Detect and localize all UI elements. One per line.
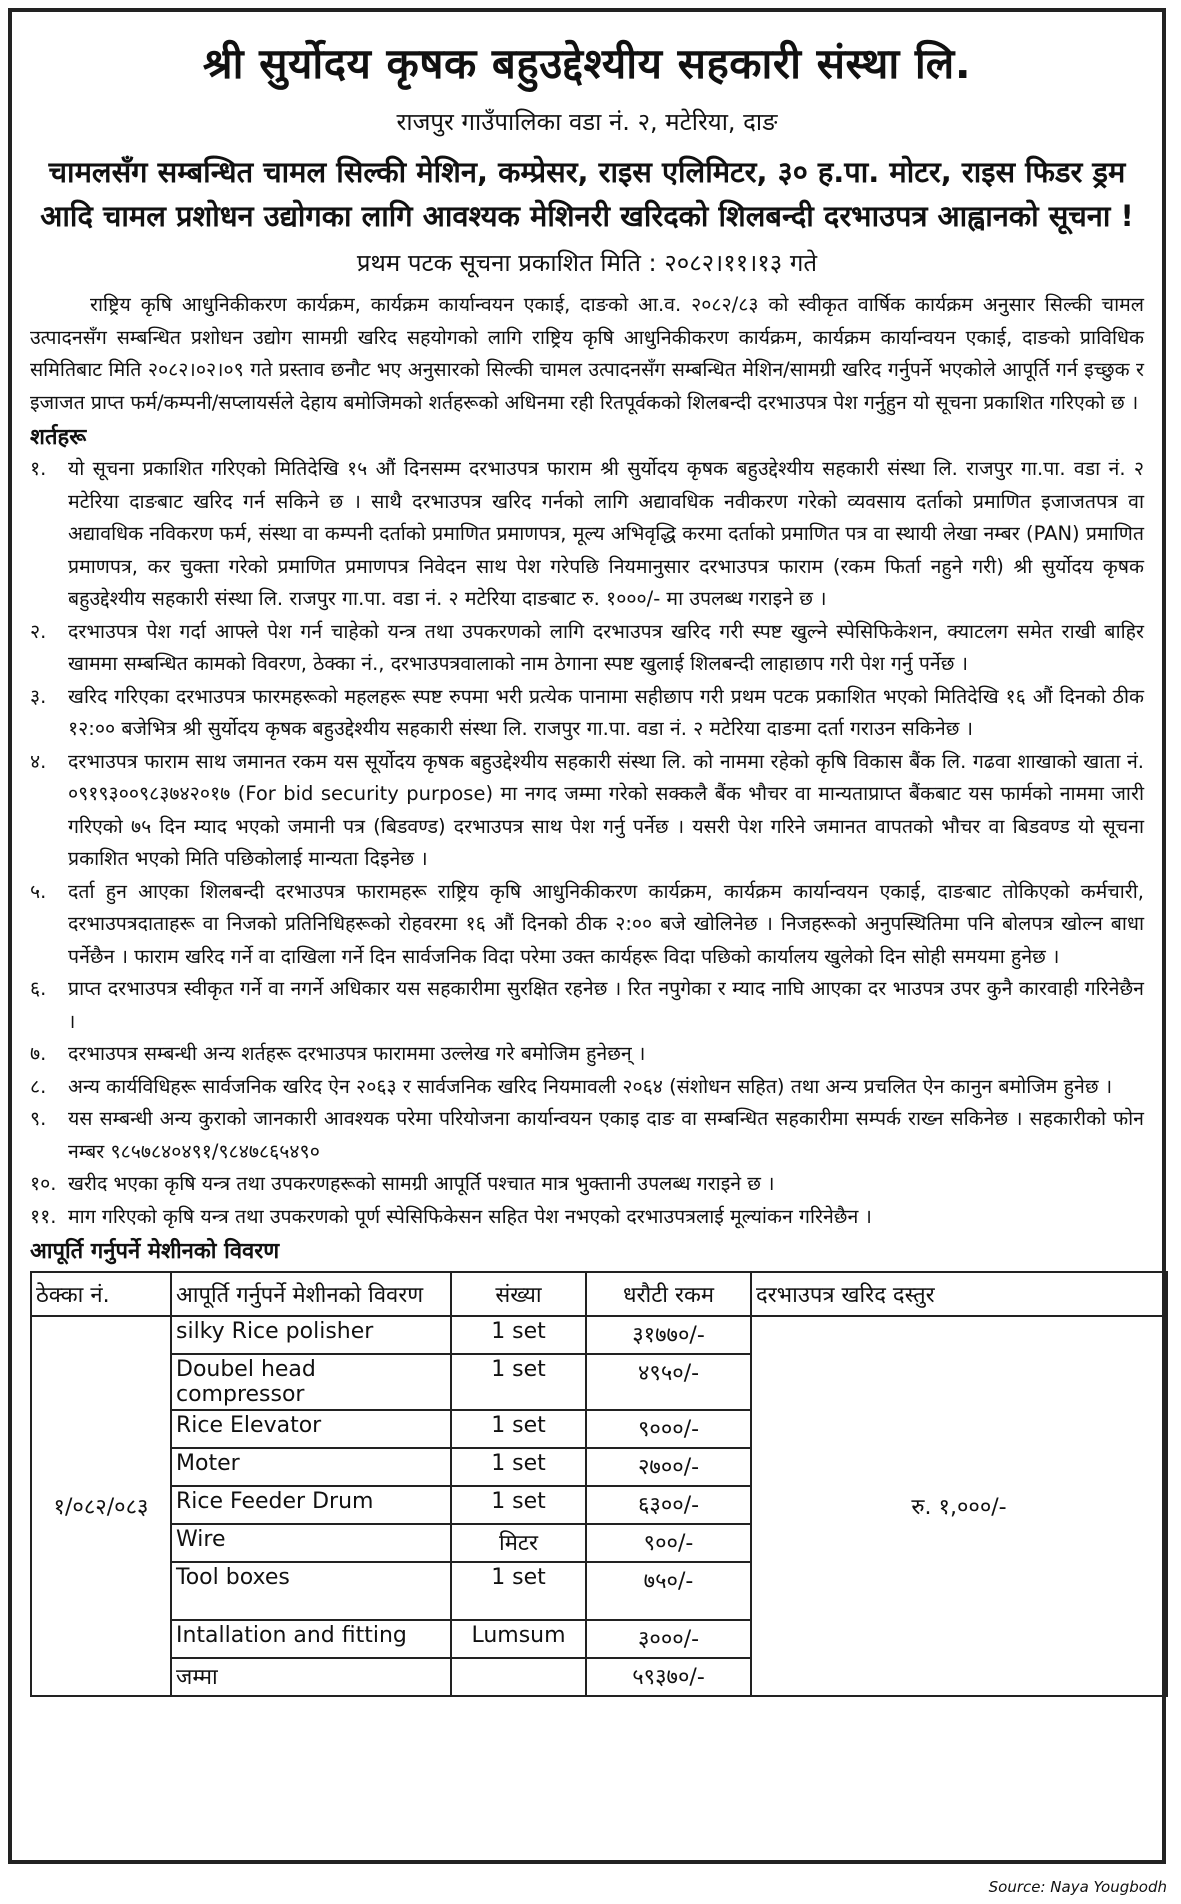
machine-table bbox=[30, 1271, 1168, 1697]
col-fee: दरभाउपत्र खरिद दस्तुर bbox=[751, 1272, 1167, 1316]
item-deposit: ९००/- bbox=[586, 1524, 751, 1562]
condition-number: २. bbox=[30, 619, 47, 643]
table-header-row bbox=[31, 1272, 1167, 1316]
item-description: Doubel head compressor bbox=[171, 1354, 451, 1410]
address: राजपुर गाउँपालिका वडा नं. २, मटेरिया, दाङ bbox=[396, 108, 778, 136]
table-heading: आपूर्ति गर्नुपर्ने मेशीनको विवरण bbox=[30, 1239, 280, 1264]
item-description: Rice Feeder Drum bbox=[171, 1486, 451, 1524]
condition-item bbox=[30, 453, 1144, 616]
condition-text: अन्य कार्यविधिहरू सार्वजनिक खरिद ऐन २०६३ र सार्वजनिक खरिद नियमावली २०६४ (संशोधन सहित) तथा अन्य प्रचलित ऐन कानुन बमोजिम हुनेछ । bbox=[68, 1074, 1113, 1098]
publication-date: प्रथम पटक सूचना प्रकाशित मिति : २०८२।११।१३ गते bbox=[356, 249, 818, 277]
bid-fee: रु. १,०००/- bbox=[751, 1316, 1167, 1696]
condition-item bbox=[30, 1103, 1144, 1168]
col-quantity: संख्या bbox=[451, 1272, 586, 1316]
table-row bbox=[31, 1316, 1167, 1354]
condition-number: ६. bbox=[30, 977, 47, 1000]
condition-number: ९. bbox=[30, 1107, 47, 1130]
item-description: Moter bbox=[171, 1448, 451, 1486]
item-quantity: 1 set bbox=[451, 1410, 586, 1448]
item-description: silky Rice polisher bbox=[171, 1316, 451, 1354]
item-deposit: ७५०/- bbox=[586, 1562, 751, 1620]
condition-item bbox=[30, 681, 1144, 746]
item-deposit: ४९५०/- bbox=[586, 1354, 751, 1410]
item-description: Intallation and fitting bbox=[171, 1620, 451, 1658]
total-label: जम्मा bbox=[171, 1658, 451, 1696]
total-deposit: ५९३७०/- bbox=[586, 1658, 751, 1696]
item-quantity: 1 set bbox=[451, 1486, 586, 1524]
contract-number: १/०८२/०८३ bbox=[31, 1316, 171, 1696]
item-quantity: Lumsum bbox=[451, 1620, 586, 1658]
item-quantity: 1 set bbox=[451, 1316, 586, 1354]
notice-frame bbox=[8, 8, 1166, 1864]
item-quantity: 1 set bbox=[451, 1448, 586, 1486]
condition-item bbox=[30, 1168, 1144, 1201]
conditions-heading: शर्तहरू bbox=[30, 425, 87, 450]
total-qty-empty bbox=[451, 1658, 586, 1696]
item-deposit: ६३००/- bbox=[586, 1486, 751, 1524]
condition-number: १. bbox=[30, 457, 47, 480]
condition-text: खरिद गरिएका दरभाउपत्र फारमहरूको महलहरू स्पष्ट रुपमा भरी प्रत्येक पानामा सहीछाप गरी प्रथम पटक प्रकाशित भएको मितिदेखि १६ औं दिनको ठीक १२:०० बजेभित्र श्री सुर्योदय कृषक बहुउद्देश्यीय सहकारी संस्था लि. राजपुर गा.पा. वडा नं. २ मटेरिया दाङमा दर्ता गराउन सकिनेछ । bbox=[68, 684, 1144, 740]
condition-text: दरभाउपत्र सम्बन्धी अन्य शर्तहरू दरभाउपत्र फाराममा उल्लेख गरे बमोजिम हुनेछन् । bbox=[68, 1042, 646, 1065]
item-quantity: मिटर bbox=[451, 1524, 586, 1562]
item-deposit: ९०००/- bbox=[586, 1410, 751, 1448]
item-description: Tool boxes bbox=[171, 1562, 451, 1620]
condition-number: ११. bbox=[30, 1204, 57, 1228]
item-deposit: ३१७७०/- bbox=[586, 1316, 751, 1354]
condition-item bbox=[30, 1201, 1144, 1234]
condition-number: ५. bbox=[30, 879, 47, 903]
condition-item bbox=[30, 1071, 1144, 1104]
item-deposit: ३०००/- bbox=[586, 1620, 751, 1658]
condition-number: १०. bbox=[30, 1172, 57, 1195]
condition-text: दर्ता हुन आएका शिलबन्दी दरभाउपत्र फारामहरू राष्ट्रिय कृषि आधुनिकीकरण कार्यक्रम, कार्यक्रम कार्यान्वयन एकाई, दाङबाट तोकिएको कर्मचारी, दरभाउपत्रदाताहरू वा निजको प्रतिनिधिहरूको रोहवरमा १६ औं दिनको ठीक २:०० बजे खोलिनेछ । निजहरूको अनुपस्थितिमा पनि बोलपत्र खोल्न बाधा पर्नेछैन । फाराम खरिद गर्ने वा दाखिला गर्ने दिन सार्वजनिक विदा परेमा उक्त कार्यहरू विदा पछिको कार्यालय खुलेको दिन सोही समयमा हुनेछ । bbox=[68, 879, 1144, 968]
headline-line-2: आदि चामल प्रशोधन उद्योगका लागि आवश्यक मेशिनरी खरिदको शिलबन्दी दरभाउपत्र आह्वानको सूचना ! bbox=[40, 199, 1134, 233]
col-contract-no: ठेक्का नं. bbox=[31, 1272, 171, 1316]
condition-text: खरीद भएका कृषि यन्त्र तथा उपकरणहरूको सामग्री आपूर्ति पश्चात मात्र भुक्तानी उपलब्ध गराइने छ । bbox=[68, 1172, 775, 1195]
intro-paragraph: राष्ट्रिय कृषि आधुनिकीकरण कार्यक्रम, कार्यक्रम कार्यान्वयन एकाई, दाङको आ.व. २०८२/८३ को स्वीकृत वार्षिक कार्यक्रम अनुसार सिल्की चामल उत्पादनसँग सम्बन्धित प्रशोधन उद्योग सामग्री खरिद सहयोगको लागि राष्ट्रिय कृषि आधुनिकीकरण कार्यक्रम, कार्यक्रम कार्यान्वयन एकाई, दाङको प्राविधिक समितिबाट मिति २०८२।०२।०९ गते प्रस्ताव छनौट भए अनुसारको सिल्की चामल उत्पादनसँग सम्बन्धित मेशिन/सामग्री खरिद गर्नुपर्ने भएकोले आपूर्ति गर्न इच्छुक र इजाजत प्राप्त फर्म/कम्पनी/सप्लायर्सले देहाय बमोजिमको शर्तहरूको अधिनमा रही रितपूर्वकको शिलबन्दी दरभाउपत्र पेश गर्नुहुन यो सूचना प्रकाशित गरिएको छ । bbox=[30, 293, 1144, 414]
condition-text: दरभाउपत्र पेश गर्दा आफ्ले पेश गर्न चाहेको यन्त्र तथा उपकरणको लागि दरभाउपत्र खरिद गरी स्पष्ट खुल्ने स्पेसिफिकेशन, क्याटलग समेत राखी बाहिर खाममा सम्बन्धित कामको विवरण, ठेक्का नं., दरभाउपत्रवालाको नाम ठेगाना स्पष्ट खुलाई शिलबन्दी लाहाछाप गरी पेश गर्नु पर्नेछ । bbox=[68, 619, 1144, 675]
condition-text: यस सम्बन्धी अन्य कुराको जानकारी आवश्यक परेमा परियोजना कार्यान्वयन एकाइ दाङ वा सम्बन्धित सहकारीमा सम्पर्क राख्न सकिनेछ । सहकारीको फोन नम्बर ९८५७८४०४९१/९८४७८६५४९० bbox=[68, 1107, 1144, 1163]
condition-item bbox=[30, 1038, 1144, 1071]
condition-item bbox=[30, 746, 1144, 876]
condition-number: ८. bbox=[30, 1074, 47, 1098]
organization-title: श्री सुर्योदय कृषक बहुउद्देश्यीय सहकारी संस्था लि. bbox=[202, 39, 972, 88]
item-description: Rice Elevator bbox=[171, 1410, 451, 1448]
item-description: Wire bbox=[171, 1524, 451, 1562]
item-quantity: 1 set bbox=[451, 1562, 586, 1620]
col-description: आपूर्ति गर्नुपर्ने मेशीनको विवरण bbox=[171, 1272, 451, 1316]
condition-text: दरभाउपत्र फाराम साथ जमानत रकम यस सूर्योदय कृषक बहुउद्देश्यीय सहकारी संस्था लि. को नाममा रहेको कृषि विकास बैंक लि. गढवा शाखाको खाता नं. ०९१९३००९८३७४२०१७ (For bid security purpose) मा नगद जम्मा गरेको सक्कलै बैंक भौचर वा मान्यताप्राप्त बैंकबाट यस फार्मको नाममा जारी गरिएको ७५ दिन म्याद भएको जमानी पत्र (बिडवण्ड) दरभाउपत्र साथ पेश गर्नु पर्नेछ । यसरी पेश गरिने जमानत वापतको भौचर वा बिडवण्ड यो सूचना प्रकाशित भएको मिति पछिकोलाई मान्यता दिइनेछ । bbox=[68, 749, 1144, 870]
condition-number: ३. bbox=[30, 684, 47, 708]
source-credit: Source: Naya Yougbodh bbox=[988, 1878, 1167, 1896]
headline-line-1: चामलसँग सम्बन्धित चामल सिल्की मेशिन, कम्प्रेसर, राइस एलिमिटर, ३० ह.पा. मोटर, राइस फिडर ड्रम bbox=[48, 155, 1126, 189]
condition-text: प्राप्त दरभाउपत्र स्वीकृत गर्ने वा नगर्ने अधिकार यस सहकारीमा सुरक्षित रहनेछ । रित नपुगेका र म्याद नाघि आएका दर भाउपत्र उपर कुनै कारवाही गरिनेछैन । bbox=[68, 977, 1144, 1033]
condition-item bbox=[30, 616, 1144, 681]
condition-item bbox=[30, 973, 1144, 1038]
item-deposit: २७००/- bbox=[586, 1448, 751, 1486]
conditions-list bbox=[30, 453, 1144, 1233]
col-deposit: धरौटी रकम bbox=[586, 1272, 751, 1316]
item-quantity: 1 set bbox=[451, 1354, 586, 1410]
condition-text: माग गरिएको कृषि यन्त्र तथा उपकरणको पूर्ण स्पेसिफिकेसन सहित पेश नभएको दरभाउपत्रलाई मूल्यांकन गरिनेछैन । bbox=[68, 1204, 872, 1228]
condition-number: ४. bbox=[30, 749, 47, 773]
condition-text: यो सूचना प्रकाशित गरिएको मितिदेखि १५ औं दिनसम्म दरभाउपत्र फाराम श्री सुर्योदय कृषक बहुउद्देश्यीय सहकारी संस्था लि. राजपुर गा.पा. वडा नं. २ मटेरिया दाङबाट खरिद गर्न सकिने छ । साथै दरभाउपत्र खरिद गर्नको लागि अद्यावधिक नवीकरण गरेको व्यवसाय दर्ताको प्रमाणित इजाजतपत्र वा अद्यावधिक नविकरण फर्म, संस्था वा कम्पनी दर्ताको प्रमाणित प्रमाणपत्र, मूल्य अभिवृद्धि करमा दर्ताको प्रमाणित पत्र वा स्थायी लेखा नम्बर (PAN) प्रमाणित प्रमाणपत्र, कर चुक्ता गरेको प्रमाणित प्रमाणपत्र निवेदन साथ पेश गरेपछि नियमानुसार दरभाउपत्र फाराम (रकम फिर्ता नहुने गरी) श्री सुर्योदय कृषक बहुउद्देश्यीय सहकारी संस्था लि. राजपुर गा.पा. वडा नं. २ मटेरिया दाङबाट रु. १०००/- मा उपलब्ध गराइने छ । bbox=[68, 457, 1144, 610]
condition-number: ७. bbox=[30, 1042, 47, 1065]
condition-item bbox=[30, 876, 1144, 974]
